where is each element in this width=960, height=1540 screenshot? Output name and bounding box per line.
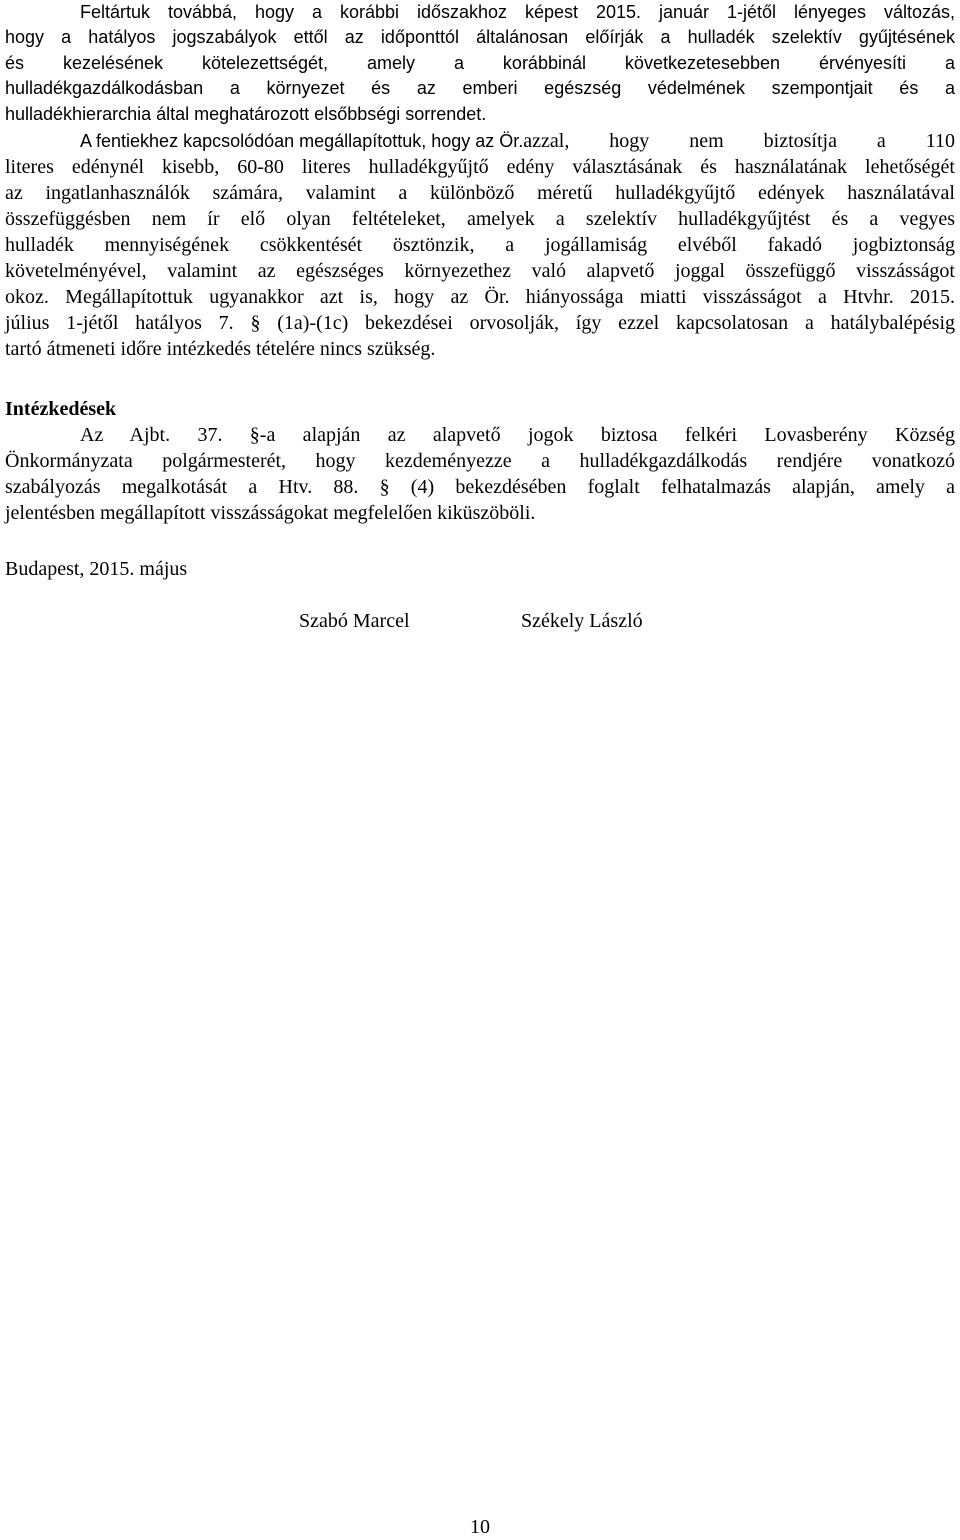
paragraph-line-serif: azzal, hogy nem biztosítja a 110: [523, 130, 955, 152]
paragraph-line: Az Ajbt. 37. §-a alapján az alapvető jogok biztosa felkéri Lovasberény Község: [80, 424, 955, 446]
paragraph-line: Önkormányzata polgármesterét, hogy kezdeményezze a hulladékgazdálkodás rendjére vonatkozó: [5, 450, 955, 472]
page-number: 10: [470, 1516, 490, 1538]
paragraph-line: követelményével, valamint az egészséges környezethez való alapvető joggal összefüggő visszásságot: [5, 260, 955, 282]
paragraph-findings-change: [5, 0, 955, 127]
paragraph-line: és kezelésének kötelezettségét, amely a korábbinál következetesebben érvényesíti a: [5, 52, 955, 73]
paragraph-line: július 1-jétől hatályos 7. § (1a)-(1c) bekezdései orvosolják, így ezzel kapcsolatosan a hatálybalépésig: [5, 312, 955, 334]
paragraph-line: okoz. Megállapítottuk ugyanakkor azt is, hogy az Ör. hiányossága miatti visszásságot a Htvhr. 2015.: [5, 286, 955, 308]
paragraph-line: hulladék mennyiségének csökkentését ösztönzik, a jogállamiság elvéből fakadó jogbiztonság: [5, 234, 955, 256]
measures-heading: Intézkedések: [5, 398, 117, 420]
paragraph-line: szabályozás megalkotását a Htv. 88. § (4) bekezdésében foglalt felhatalmazás alapján, amely a: [5, 476, 955, 498]
paragraph-line: jelentésben megállapított visszásságokat megfelelően kiküszöbölі.: [5, 502, 536, 524]
paragraph-line: az ingatlanhasználók számára, valamint a különböző méretű hulladékgyűjtő edények használatával: [5, 182, 955, 204]
paragraph-line: Feltártuk továbbá, hogy a korábbi időszakhoz képest 2015. január 1-jétől lényeges változás,: [80, 2, 955, 22]
paragraph-line: hulladékgazdálkodásban a környezet és az emberi egészség védelmének szempontjait és a: [5, 78, 955, 99]
paragraph-findings-conclusion: [5, 128, 955, 362]
paragraph-line: hulladékhierarchia által meghatározott elsőbbségi sorrendet.: [5, 103, 487, 124]
paragraph-line: összefüggésben nem ír elő olyan feltételeket, amelyek a szelektív hulladékgyűjtést és a vegyes: [5, 208, 955, 230]
paragraph-line: literes edénynél kisebb, 60-80 literes hulladékgyűjtő edény választásának és használatának lehetőségét: [5, 156, 955, 178]
paragraph-line: hogy a hatályos jogszabályok ettől az időponttól általánosan előírják a hulladék szelektív gyűjtésének: [5, 27, 955, 48]
paragraph-measures: [5, 422, 955, 526]
signatory-name: Székely László: [521, 610, 643, 632]
paragraph-line-sans: A fentiekhez kapcsolódóan megállapítottuk, hogy az Ör.: [80, 131, 524, 151]
signatory-name: Szabó Marcel: [299, 610, 410, 632]
paragraph-first-line: [5, 128, 955, 154]
place-date: Budapest, 2015. május: [5, 558, 188, 580]
paragraph-line: tartó átmeneti időre intézkedés tételére nincs szükség.: [5, 338, 436, 360]
